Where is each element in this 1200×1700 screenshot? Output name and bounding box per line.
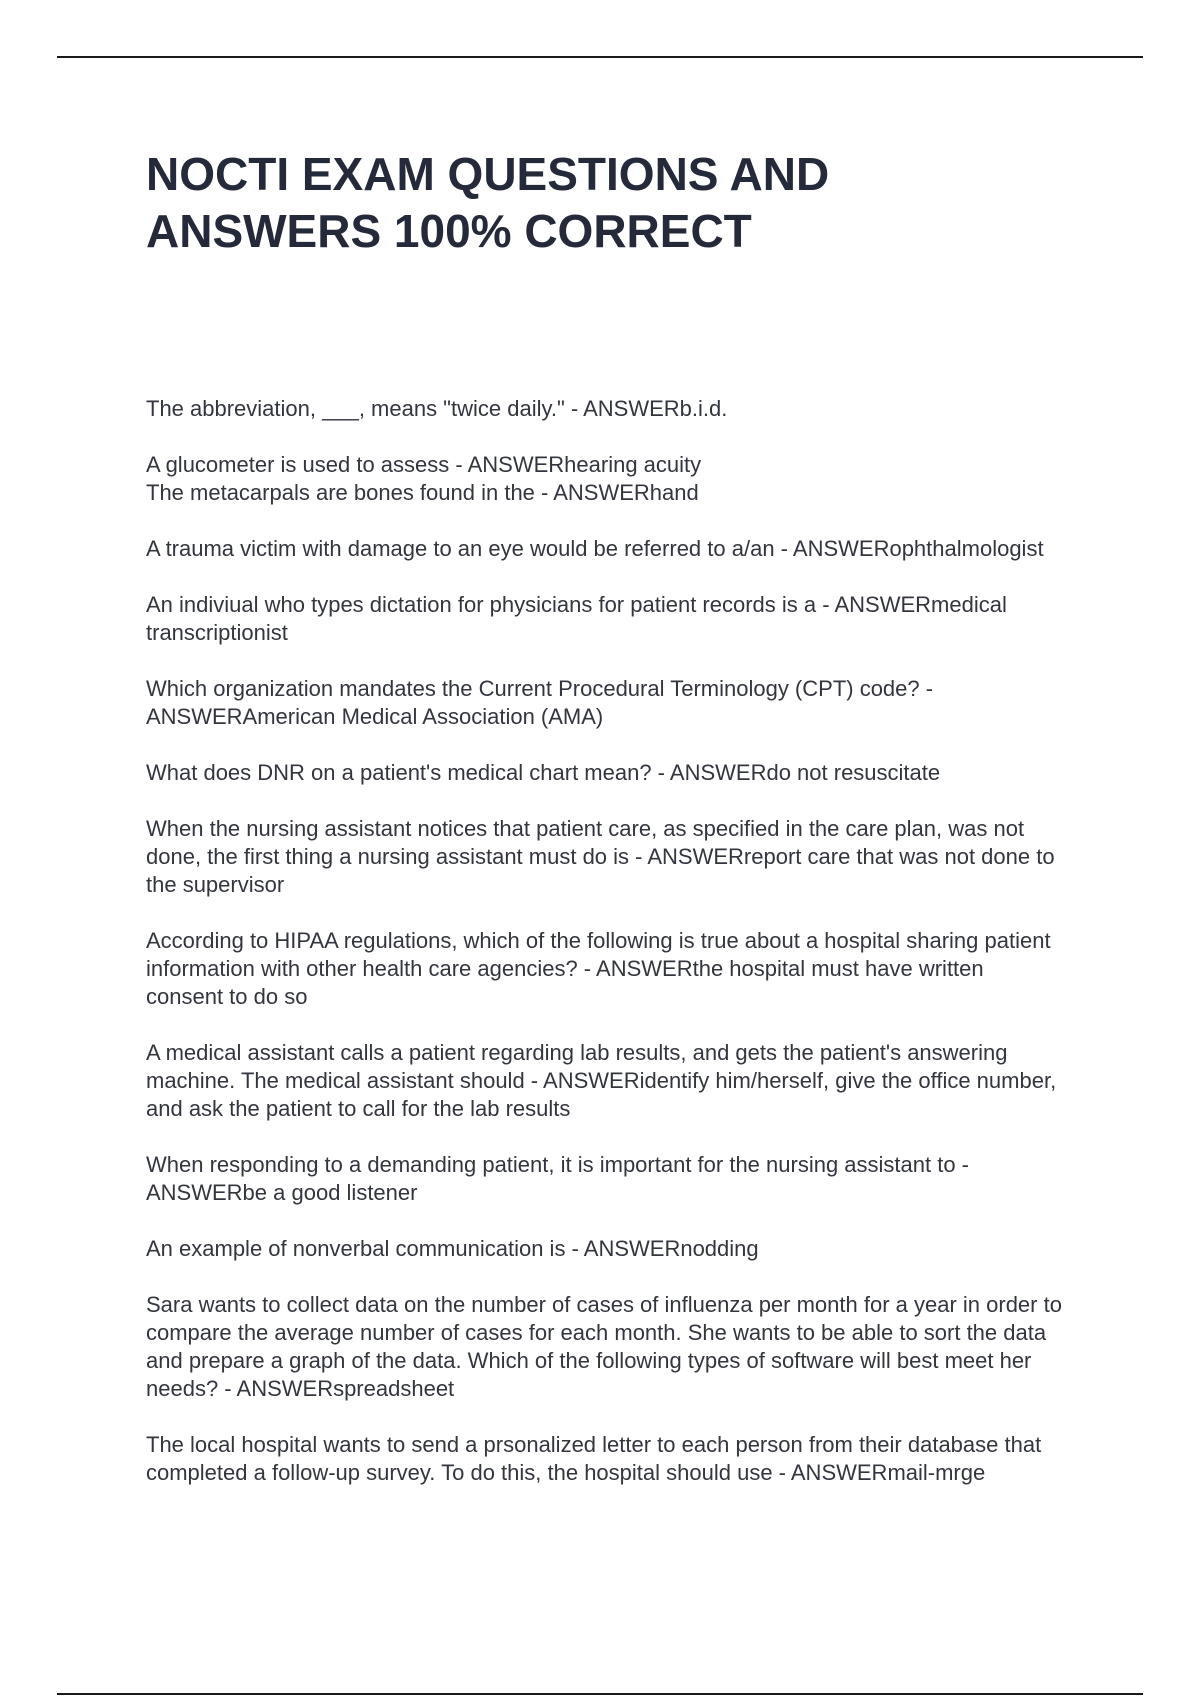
qa-text: When responding to a demanding patient, it is important for the nursing assistant to - ANSWERbe a good listener [146, 1152, 970, 1205]
qa-item-12 [146, 1291, 1066, 1403]
qa-text: Sara wants to collect data on the number of cases of influenza per month for a year in order to compare the average number of cases for each month. She wants to be able to sort the data and prepare a graph of the data. Which of the following types of software will best meet her needs? - ANSWERspreadsheet [146, 1292, 1062, 1401]
qa-text: When the nursing assistant notices that patient care, as specified in the care plan, was not done, the first thing a nursing assistant must do is - ANSWERreport care that was not done to the supervisor [146, 816, 1055, 897]
qa-text: What does DNR on a patient's medical chart mean? - ANSWERdo not resuscitate [146, 760, 941, 785]
qa-item-10 [146, 1151, 1066, 1207]
qa-item-8 [146, 927, 1066, 1011]
qa-text: According to HIPAA regulations, which of the following is true about a hospital sharing patient information with other health care agencies? - ANSWERthe hospital must have written consent to do so [146, 928, 1051, 1009]
qa-item-2 [146, 451, 1066, 507]
qa-item-5 [146, 675, 1066, 731]
qa-text: The abbreviation, ___, means "twice daily." - ANSWERb.i.d. [146, 396, 728, 421]
qa-item-3 [146, 535, 1066, 563]
qa-item-11 [146, 1235, 1066, 1263]
qa-text: A trauma victim with damage to an eye would be referred to a/an - ANSWERophthalmologist [146, 536, 1044, 561]
qa-item-6 [146, 759, 1066, 787]
qa-text: The metacarpals are bones found in the - ANSWERhand [146, 480, 699, 505]
qa-text: A glucometer is used to assess - ANSWERhearing acuity [146, 452, 702, 477]
qa-item-4 [146, 591, 1066, 647]
qa-text: The local hospital wants to send a prsonalized letter to each person from their database that completed a follow-up survey. To do this, the hospital should use - ANSWERmail-mrge [146, 1432, 1042, 1485]
top-rule [57, 56, 1143, 58]
qa-text: An example of nonverbal communication is - ANSWERnodding [146, 1236, 759, 1261]
bottom-rule [57, 1693, 1143, 1695]
qa-item-13 [146, 1431, 1066, 1487]
qa-list [146, 395, 1066, 1515]
qa-text: Which organization mandates the Current Procedural Terminology (CPT) code? - ANSWERAmerican Medical Association (AMA) [146, 676, 934, 729]
qa-text: An indiviual who types dictation for physicians for patient records is a - ANSWERmedical transcriptionist [146, 592, 1007, 645]
qa-item-9 [146, 1039, 1066, 1123]
qa-item-7 [146, 815, 1066, 899]
document-title: NOCTI EXAM QUESTIONS AND ANSWERS 100% CORRECT [146, 148, 830, 257]
qa-text: A medical assistant calls a patient regarding lab results, and gets the patient's answering machine. The medical assistant should - ANSWERidentify him/herself, give the office number, and ask the patient to call for the lab results [146, 1040, 1057, 1121]
qa-item-1 [146, 395, 1066, 423]
